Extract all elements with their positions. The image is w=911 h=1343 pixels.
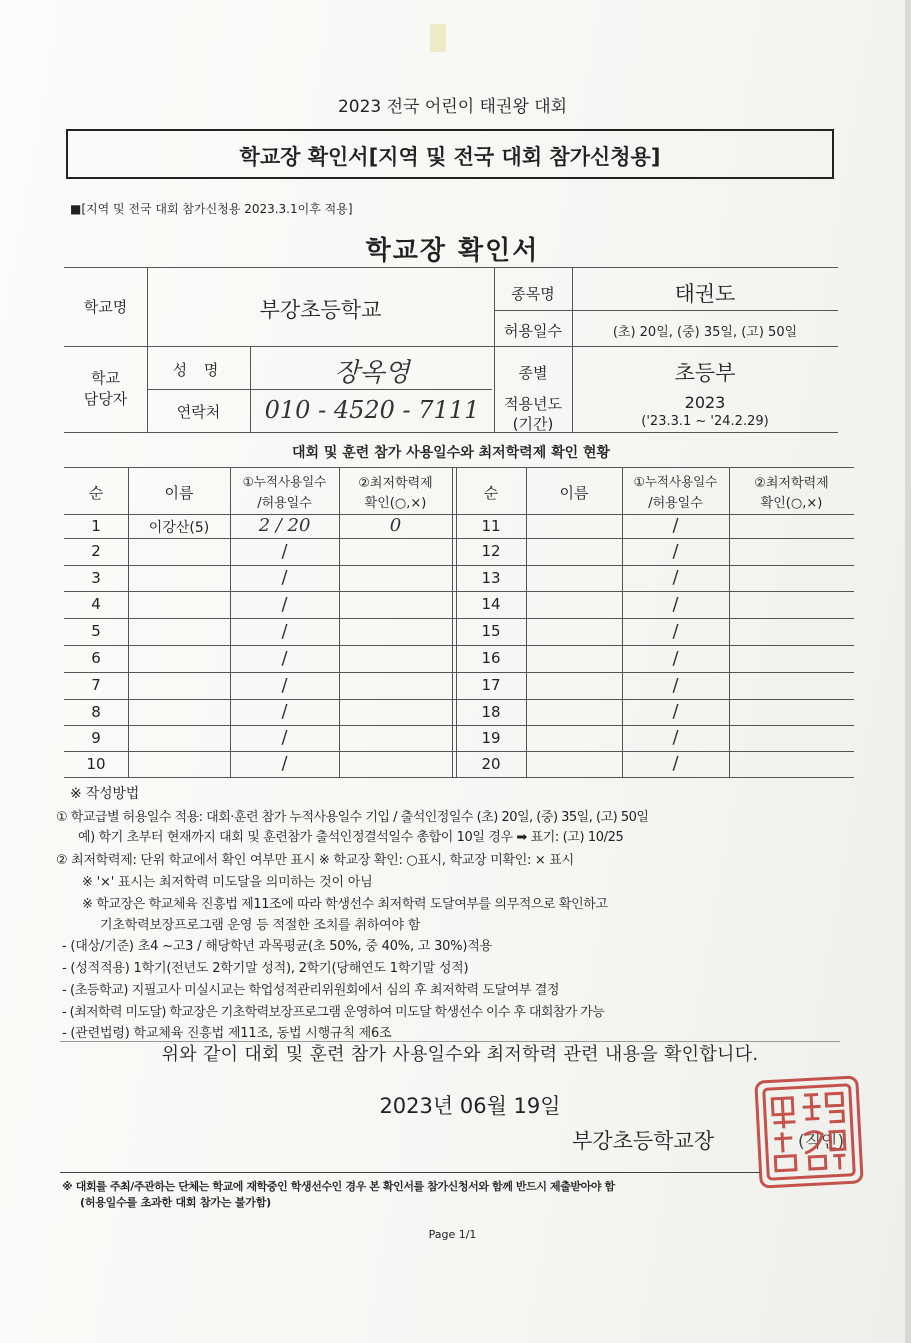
confirmation-statement: 위와 같이 대회 및 훈련 참가 사용일수와 최저학력 관련 내용을 확인합니다.: [161, 1044, 759, 1065]
confirmation-date: 2023년 06월 19일: [379, 1094, 561, 1118]
category-value: 초등부: [674, 361, 736, 385]
header-days-right-line2: /허용일수: [648, 496, 703, 511]
table-row-days: /: [672, 515, 679, 536]
contact-label: 연락처: [176, 403, 221, 421]
table-row-days: /: [672, 541, 679, 562]
instruction-line: - (관련법령) 학교체육 진흥법 제11조, 동법 시행규칙 제6조: [62, 1026, 392, 1041]
instruction-line: - (최저학력 미도달) 학교장은 기초학력보장프로그램 운영하여 미도달 학생선수 이수 후 대회참가 가능: [62, 1005, 605, 1020]
table-row-days: /: [281, 567, 288, 588]
table-row-days: /: [281, 675, 288, 696]
table-row-no: 14: [481, 595, 501, 613]
table-row-days: /: [672, 648, 679, 669]
table-row-days: /: [672, 753, 679, 774]
table-row-no: 8: [91, 703, 101, 721]
table-row-no: 13: [481, 569, 501, 587]
footer-note-exceed: (허용일수를 초과한 대회 참가는 불가함): [80, 1196, 271, 1209]
event-label: 종목명: [511, 285, 555, 303]
header-check-right-line2: 확인(○,×): [760, 496, 823, 511]
table-row-days: /: [672, 567, 679, 588]
instructions-heading: ※ 작성방법: [70, 786, 140, 802]
header-check-left-line2: 확인(○,×): [364, 496, 427, 511]
table-row-days: /: [672, 675, 679, 696]
table-row-no: 4: [91, 595, 101, 613]
table-row-no: 19: [481, 729, 501, 747]
event-name: 태권도: [674, 282, 736, 306]
table-row-no: 18: [481, 703, 501, 721]
table-row-days: /: [672, 621, 679, 642]
instruction-line: - (성적적용) 1학기(전년도 2학기말 성적), 2학기(당해연도 1학기말 성적): [62, 961, 469, 976]
table-row-no: 10: [86, 755, 106, 773]
instruction-line: ② 최저학력제: 단위 학교에서 확인 여부만 표시 ※ 학교장 확인: ○표시, 학교장 미확인: × 표시: [56, 853, 574, 868]
seal-glyph-pattern: [757, 1079, 860, 1186]
instruction-line: ※ 학교장은 학교체육 진흥법 제11조에 따라 학생선수 최저학력 도달여부를 의무적으로 확인하고: [82, 897, 608, 912]
event-title: 2023 전국 어린이 태권왕 대회: [337, 97, 568, 117]
table-row-days: /: [672, 594, 679, 615]
school-label: 학교명: [83, 298, 128, 316]
table-row-no: 16: [481, 649, 501, 667]
header-days-left-line1: ①누적사용일수: [242, 474, 327, 489]
table-row-no: 5: [91, 622, 101, 640]
table-row-no: 2: [91, 542, 101, 560]
table-row-no: 11: [481, 517, 501, 535]
instruction-line: ① 학교급별 허용일수 적용: 대회·훈련 참가 누적사용일수 기입 / 출석인정일수 (초) 20일, (중) 35일, (고) 50일: [56, 810, 649, 825]
instruction-line: ※ '×' 표시는 최저학력 미도달을 의미하는 것이 아님: [82, 875, 373, 890]
table-row-days: /: [281, 727, 288, 748]
table-row-no: 20: [481, 755, 501, 773]
table-row-name: 이강산(5): [148, 520, 210, 536]
year-label-line2: (기간): [512, 415, 554, 433]
table-row-no: 9: [91, 729, 101, 747]
school-name: 부강초등학교: [259, 298, 382, 322]
document-title: 학교장 확인서: [365, 236, 540, 266]
table-row-no: 17: [481, 676, 501, 694]
footer-divider: [60, 1172, 760, 1173]
header-days-left-line2: /허용일수: [257, 496, 312, 511]
year-value: 2023: [684, 393, 726, 412]
paper-mark: [430, 24, 446, 52]
instruction-line: - (초등학교) 지필고사 미실시교는 학업성적관리위원회에서 심의 후 최저학력 도달여부 결정: [62, 983, 560, 998]
category-label: 종별: [518, 364, 548, 382]
header-name-left: 이름: [164, 484, 194, 502]
table-row-days: /: [672, 701, 679, 722]
footer-note: ※ 대회를 주최/주관하는 단체는 학교에 재학중인 학생선수인 경우 본 확인서를 참가신청서와 함께 반드시 제출받아야 함: [62, 1180, 615, 1193]
table-row-days: /: [672, 727, 679, 748]
manager-name-handwritten: 장옥영: [334, 358, 410, 388]
form-title: 학교장 확인서[지역 및 전국 대회 참가신청용]: [239, 145, 661, 169]
header-days-right-line1: ①누적사용일수: [633, 474, 718, 489]
instruction-line: 예) 학기 초부터 현재까지 대회 및 훈련참가 출석인정결석일수 총합이 10일 경우 ➡ 표기: (고) 10/25: [78, 830, 624, 845]
table-row-check-handwritten: 0: [389, 515, 402, 536]
table-row-no: 3: [91, 569, 101, 587]
signer-name: 부강초등학교장: [572, 1129, 715, 1153]
table-row-days: /: [281, 594, 288, 615]
table-row-no: 15: [481, 622, 501, 640]
table-row-days: /: [281, 701, 288, 722]
table-row-days: /: [281, 753, 288, 774]
header-no-right: 순: [483, 484, 499, 502]
allowed-days-value: (초) 20일, (중) 35일, (고) 50일: [612, 325, 798, 340]
table-caption: 대회 및 훈련 참가 사용일수와 최저학력제 확인 현황: [291, 445, 611, 461]
table-row-no: 12: [481, 542, 501, 560]
header-check-right-line1: ②최저학력제: [754, 476, 829, 491]
header-name-right: 이름: [559, 484, 589, 502]
application-note: ■[지역 및 전국 대회 참가신청용 2023.3.1이후 적용]: [70, 202, 353, 216]
table-row-no: 7: [91, 676, 101, 694]
page-number: Page 1/1: [428, 1228, 477, 1241]
name-label: 성 명: [172, 361, 225, 379]
instruction-line: 기초학력보장프로그램 운영 등 적절한 조치를 취하여야 함: [100, 918, 421, 933]
seal-mark: (직인): [798, 1132, 845, 1152]
year-label-line1: 적용년도: [504, 395, 562, 413]
header-no-left: 순: [88, 484, 104, 502]
manager-label-line1: 학교: [91, 369, 120, 387]
table-row-days: /: [281, 648, 288, 669]
contact-number-handwritten: 010 - 4520 - 7111: [264, 396, 480, 424]
table-row-days: /: [281, 621, 288, 642]
official-seal-stamp: [754, 1075, 864, 1188]
table-row-no: 1: [91, 517, 101, 535]
table-row-no: 6: [91, 649, 101, 667]
instruction-line: - (대상/기준) 초4 ~고3 / 해당학년 과목평균(초 50%, 중 40%, 고 30%)적용: [62, 939, 492, 954]
table-row-days-handwritten: 2 / 20: [258, 515, 311, 536]
header-check-left-line1: ②최저학력제: [358, 476, 433, 491]
year-period: ('23.3.1 ~ '24.2.29): [641, 414, 769, 429]
table-row-days: /: [281, 541, 288, 562]
manager-label-line2: 담당자: [83, 390, 128, 408]
allowed-days-label: 허용일수: [504, 322, 562, 340]
